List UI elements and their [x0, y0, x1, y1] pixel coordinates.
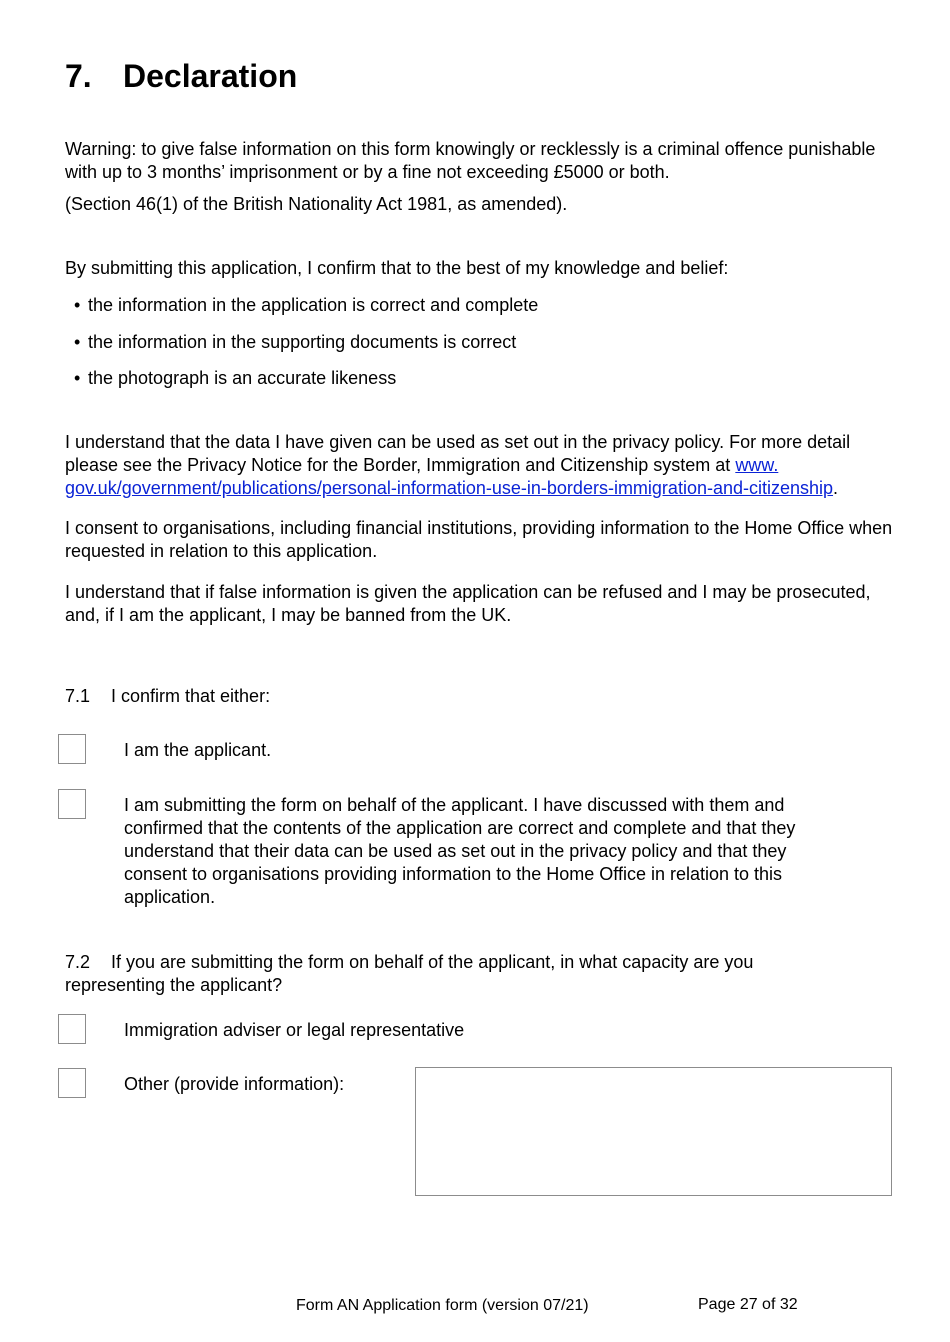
refusal-text: I understand that if false information is given the application can be refused and I may be prosecuted, and, if I am the applicant, I may be banned from the UK.: [65, 582, 871, 625]
warning-reference: (Section 46(1) of the British Nationality Act 1981, as amended).: [65, 194, 568, 214]
privacy-link-part1: www.: [735, 455, 779, 475]
bullet-dot: •: [74, 332, 81, 352]
option-i-am-applicant: I am the applicant.: [124, 740, 272, 760]
option-immigration-adviser: Immigration adviser or legal representative: [124, 1020, 465, 1040]
question-7-2: [65, 951, 825, 997]
question-number: 7.2: [65, 952, 91, 972]
other-information-textbox[interactable]: [415, 1067, 892, 1196]
section-title: [65, 56, 297, 96]
footer-form-name: Form AN Application form (version 07/21): [296, 1297, 589, 1314]
option-on-behalf: I am submitting the form on behalf of the applicant. I have discussed with them and confirmed that the contents of the application are correct and complete and that they understand that their data can be used as set out in the privacy policy and that they consent to organisations providing information to the Home Office in relation to this application.: [124, 795, 796, 907]
section-title-text: Declaration: [123, 58, 298, 94]
confirm-bullet: [74, 294, 874, 317]
question-text: I confirm that either:: [111, 686, 271, 706]
privacy-link-part2: gov.uk/government/publications/personal-information-use-in-borders-immigration-and-citizenship: [65, 478, 834, 498]
option-other: Other (provide information):: [124, 1074, 345, 1094]
bullet-text: the photograph is an accurate likeness: [88, 368, 397, 388]
confirm-intro: By submitting this application, I confirm that to the best of my knowledge and belief:: [65, 258, 729, 278]
privacy-text: [65, 431, 895, 500]
privacy-body: I understand that the data I have given can be used as set out in the privacy policy. For more detail please see the Privacy Notice for the Border, Immigration and Citizenship system at: [65, 432, 851, 475]
bullet-dot: •: [74, 295, 81, 315]
consent-text: I consent to organisations, including financial institutions, providing information to the Home Office when requested in relation to this application.: [65, 518, 893, 561]
bullet-dot: •: [74, 368, 81, 388]
checkbox-on-behalf[interactable]: [58, 789, 86, 819]
warning-text: Warning: to give false information on this form knowingly or recklessly is a criminal offence punishable with up to 3 months’ imprisonment or by a fine not exceeding £5000 or both.: [65, 139, 876, 182]
bullet-text: the information in the supporting documents is correct: [88, 332, 517, 352]
question-7-1: [65, 685, 895, 708]
checkbox-other[interactable]: [58, 1068, 86, 1098]
confirm-bullet: [74, 331, 874, 354]
question-number: 7.1: [65, 686, 91, 706]
checkbox-immigration-adviser[interactable]: [58, 1014, 86, 1044]
footer-page-number: Page 27 of 32: [698, 1296, 798, 1313]
section-number: 7.: [65, 58, 92, 94]
checkbox-i-am-applicant[interactable]: [58, 734, 86, 764]
bullet-text: the information in the application is correct and complete: [88, 295, 539, 315]
question-text: If you are submitting the form on behalf of the applicant, in what capacity are you representing the applicant?: [65, 952, 754, 995]
privacy-link-suffix: .: [833, 478, 839, 498]
confirm-bullet: [74, 367, 874, 390]
